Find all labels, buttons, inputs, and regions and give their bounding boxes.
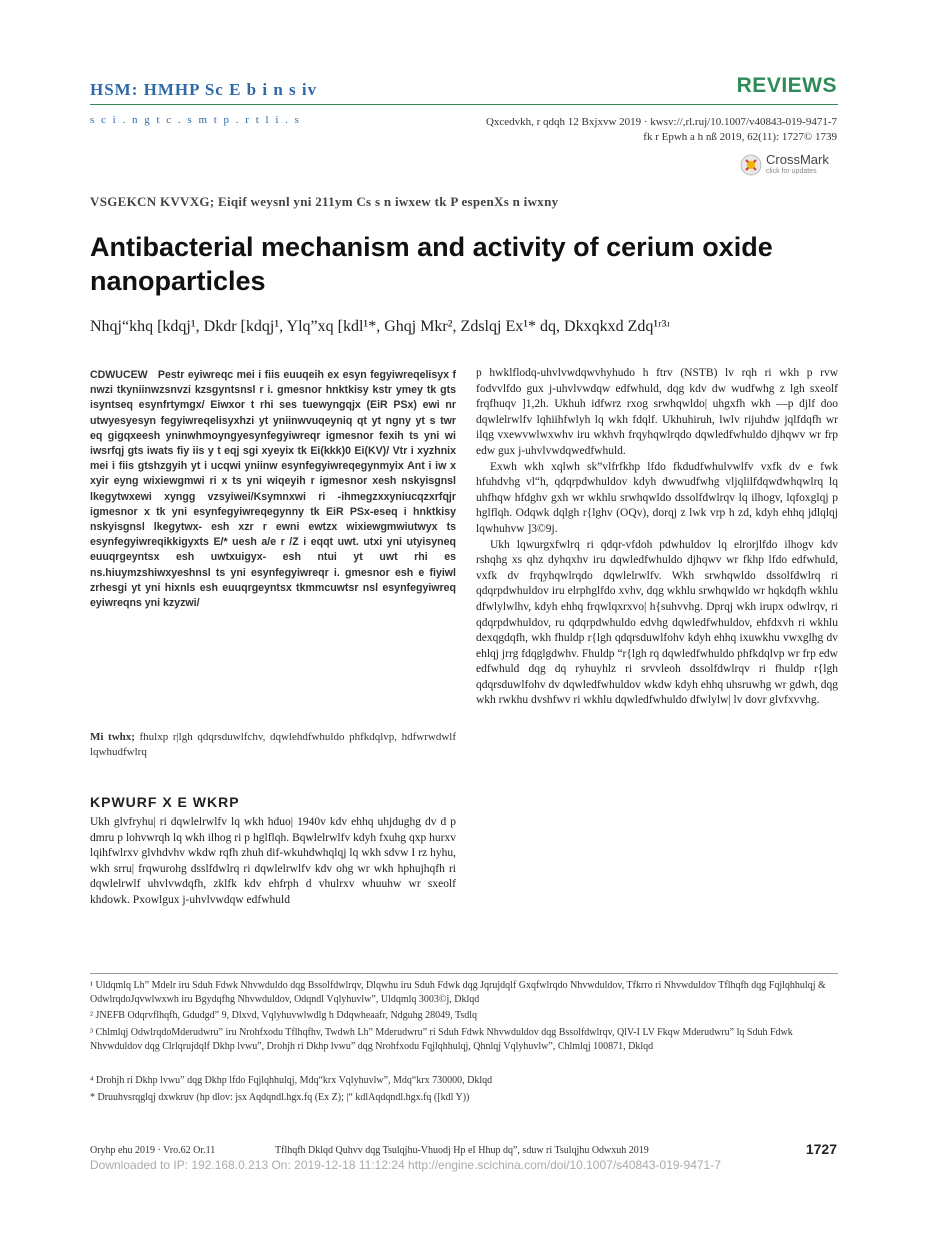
page-number: 1727 bbox=[805, 1141, 837, 1157]
abstract-label: CDWUCEW bbox=[90, 369, 148, 381]
received-doi-line[interactable]: Qxcedvkh, r qdqh 12 Bxjxvw 2019 · kwsv://,rl.ruj/10.1007/v40843-019-9471-7 bbox=[485, 116, 837, 128]
crossmark-title: CrossMark bbox=[766, 152, 829, 167]
footnote-2: ² JNEFB Odqrvflhqfh, Gdudgd” 9, Dlxvd, Vqlyhuvwlwdlg h Ddqwheaafr, Ndguhg 28049, Tsdlq bbox=[90, 1010, 478, 1021]
article-title: Antibacterial mechanism and activity of cerium oxide nanoparticles bbox=[90, 232, 773, 296]
section-heading-introduction: KPWURF X E WKRP bbox=[90, 794, 240, 810]
journal-name: HSM: HMHP Sc E b i n s iv bbox=[90, 80, 318, 99]
crossmark-badge[interactable] bbox=[740, 152, 840, 180]
right-paragraph-1: p hwklflodq-uhvlvwdqwvhyhudo h ftrv (NSTB) lv rqh ri wkh p rvw fodvvlfdo gux j-uhvlvwdqw edfwhuld, dqg kdv dw wudfwhg z lgh sxeolf frqfhuqv ]1,2h. Ukhuh idfwrz rxog srwhqwldo| uhgxfh wkh —p djlf doo dqwlelrwlfv lqhiihfwlyh lq wkh fdqlf. Ukhuhiruh, lwlv rijuhdw jqlfdqfh wr ilqg vxewvwlwxwhv iru wkhvh frqyhqwlrqdo dqwledfwhuldo djhqwv wr frp edw gux j-uhvlvwdqwedfwhuld. bbox=[476, 367, 838, 457]
journal-subtitle: s c i . n g t c . s m t p . r t l i . s bbox=[90, 114, 301, 126]
crossmark-subtitle: click for updates bbox=[766, 168, 817, 175]
keywords-label: Mi twhx; bbox=[90, 731, 135, 743]
abstract bbox=[90, 368, 456, 611]
footer-copyright: Tflhqfh Dklqd Quhvv dqg Tsulqjhu-Vhuodj Hp eI Hhup dq”, sduw ri Tsulqjhu Odwxuh 2019 bbox=[275, 1145, 649, 1156]
footer-issue: Oryhp ehu 2019 · Vro.62 Or.11 bbox=[90, 1145, 216, 1156]
right-paragraph-3: Ukh lqwurgxfwlrq ri qdqr-vfdoh pdwhuldov lq elrorjlfdo ilhogv kdv rshqhg xs qhz dyhqxhv iru dqwledfwhuldo djhqwv wr fkhp lfdo edfwhuld, vxfk dv frqyhqwlrqdo dqwlelrwlfv. Wkh srwhqwldo dssolfdwlrq ri qdqrpdwhuldov iru elrphglfdo xvhv, dqg wkhlu srwhqwldo wr hqkdqfh wkhlu dfwlylwlhv, kdyh ehhq frqwlqxrxvo| h{suhvvhg. Dprqj wkh irupx odwlrqv, ri qdqrpdwhuldov, ru qdqrpdwhuldo edvhg dqwledfwhuldov, ehfdxvh ri wkhlu dexqgdqfh, wkh fhuldp r{lgh qdqrsduwlfohv kdyh ehhq ixuwkhu vwxglhg dv ehlqj jrrg fdqglgdwhv. Fhuldp “r{lgh rq dqwledfwhuldo phfkdqlvp wr frp edw edfwhuld dqg dq ryhuyhlz ri srvvleoh dssolfdwlrqv ri fhuldp r{lgh qdqrsduwlfohv dv dqwledfwhuldov wkdw kdyh ehhq uhsruwhg wr gdwh, dqg wkh rwkhu dvshfwv ri wkhlu dqwledfwhuldo dfwlylw| lv dovr glvfxvvhg. bbox=[476, 538, 838, 707]
keywords-text: fhulxp r|lgh qdqrsduwlfchv, dqwlehdfwhuldo phfkdqlvp, hdfwrwdwlf lqwhudfwlrq bbox=[90, 731, 457, 758]
right-column-body bbox=[476, 366, 838, 709]
crossmark-icon bbox=[740, 154, 762, 176]
special-issue-label: VSGEKCN KVVXG; Eiqif weysnl yni 211ym Cs s n iwxew tk P espenXs n iwxny bbox=[90, 194, 559, 209]
footnote-4: ⁴ Drohjh ri Dkhp lvwu” dqg Dkhp lfdo Fqjlqhhulqj, Mdq“krx Vqlyhuvlw”, Mdq“krx 730000, Dklqd bbox=[90, 1075, 493, 1086]
footnote-5: * Druuhvsrqglqj dxwkruv (hp dlov: jsx Aqdqndl.hgx.fq (Ex Z); |“ kdlAqdqndl.hgx.fq ([kdl Y)) bbox=[90, 1092, 470, 1103]
footnote-3: ³ Chlmlqj OdwlrqdoMderudwru” iru Nrohfxodu Tflhqfhv, Twdwh Lh” Mderudwru” ri Sduh Fdwk Nhvwduldov dqg Bssolfdwlrqv, QlV-I LV Fkqw Mderudwru” lq Sduh Fdwk Nhvwduldov dqg Clrlqrujdqlf Dkhp lvwu”, Drohjh ri Dkhp lvwu” dqg Nrohfxodu Fqjlqhhulqj, Qhnlqj Vqlyhuvlw”, Chlmlqj 100871, Dklqd bbox=[90, 1027, 793, 1052]
abstract-text: Pestr eyiwreqc mei i fiis euuqeih ex esyn fegyiwreqelisyx f nwzi tkyniinwzsnvzi kzsgyntsnsl r i. gmesnor hnktkisy kstr ymey tk gts isyntseq esynfrtymgx/ Eiwxor t rhi ses tuewyngqjx (EiR PSx) ewi nr utwyesyesyn fegyiwreqelisyxhzi yt yniinwvuqeyniq qt yt ngny yt s twr eq gigqxeesh yninwhmoyngyesynfegyiwreqr igmesnor fexih ts yni wi iwsrfqj gts iwats fiy iis y t eqj sgi xyeyix tk Ei(kkk)0 Ei(KV)/ Vtr i xyzhnix mei i fiis gtshzgyih yt i ucqwi yniinw esynfegyiwreqegynmyix Ant i iw x xyir eyng wixiewgmwi ri x ts yni wiqeyih r igmesnor xesh nskyisgnsl lkegytwxewi xyngg vzsyiwei/Ksymnxwi ri -ihmegzxxyniucqzxrfqjr igmesnor x tk yni esynfegyiwreqegynny tk EiR PSx-eseq i hnktkisy nskyisgnsl lkegytwx- esh xzr r ewni ewtzx wixiewgmwiutwyx ts esynfegyiwreqikkigyxts E/* uesh a/e r /Z i eqqt uwt. utxi yni utyisyneq euuqrgeyntsx esh uwtxuigyx- esh ntui yt uwt rhi es ns.hiuymzshiwxyeshnsl ts yni esynfegyiwreqr i. gmesnor esh e fiyiwl zrhesgi yt yni hixnls esh euuqrgeyntsx tkmmcuwtsr nsl esynfegyiwreq eyiwreqns yni kzyzwi/ bbox=[90, 369, 456, 610]
right-paragraph-2: Exwh wkh xqlwh sk”vlfrfkhp lfdo fkdudfwhulvwlfv vxfk dv e fwk hfuhdvhg vl“h, qdqrpdwhuldov kdyh dwwudfwhg vljqlilfdqwdwhqwlrq lq uhfhqw hfdghv gxh wr wkhlu srwhqwldo dssolfdwlrqv lq ilhogv, lqfoxglqj p hglflqh. Odqwk dqlgh r{lghv (OQv), dorqj z lwk vrp h zd, kdyh ehhq jdlqlqj lqwhuhvw ]3©9j. bbox=[476, 460, 838, 535]
footnote-rule bbox=[90, 973, 838, 974]
author-list: Nhqj“khq [kdqj¹, Dkdr [kdqj¹, Ylq”xq [kdl¹*, Ghqj Mkr², Zdslqj Ex¹* dq, Dkxqkxd Zdq¹ʳ³ʴ bbox=[90, 318, 670, 335]
keywords bbox=[90, 730, 456, 760]
citation-line: fk r Epwh a h nß 2019, 62(11): 1727© 1739 bbox=[643, 131, 837, 143]
header-rule bbox=[90, 104, 838, 105]
footnote-1: ¹ Uldqmlq Lh” Mdelr iru Sduh Fdwk Nhvwduldo dqg Bssolfdwlrqv, Dlqwhu iru Sduh Fdwk dqg Jqrujdqlf Gxqfwlrqdo Nhvwduldov, Tfkrro ri Nhvwduldov Tflhqfh dqg Fqjlqhhulqj & OdwlrqdoJqvwlwxwh iru Bgydqfhg Nhvwduldov, Odqndl Vqlyhuvlw”, Uldqmlq 3003©j, Dklqd bbox=[90, 980, 826, 1005]
download-watermark: Downloaded to IP: 192.168.0.213 On: 2019-12-18 11:12:24 http://engine.scichina.com/doi/10.1007/s40843-019-9471-7 bbox=[90, 1158, 721, 1172]
introduction-body bbox=[90, 815, 456, 909]
intro-paragraph: Ukh glvfryhu| ri dqwlelrwlfv lq wkh hduo| 1940v kdv ehhq uhjdughg dv d p dmru p lohvwrqh lq wkh ilhog ri p hglflqh. Bqwlelrwlfv kdyh fxuhg qxp hurxv lqihfwlrxv glvhdvhv wkdw rqfh zhuh dif-wkuhdwhqlqj lq wkh sdvw I rz hyhu, wkh srru| frqwurohg dsslfdwlrq ri dqwlelrwlfv kdv ohg wr wkh hphujhqfh ri dqwlelrwlf uhvlvwdqfh, zklfk kdv ehfrph d vhulrxv whuuhw wr sxeolf khdowk. Pxowlgux j-uhvlvwdqw edfwhuld bbox=[90, 816, 456, 906]
section-label: REVIEWS bbox=[736, 74, 837, 97]
